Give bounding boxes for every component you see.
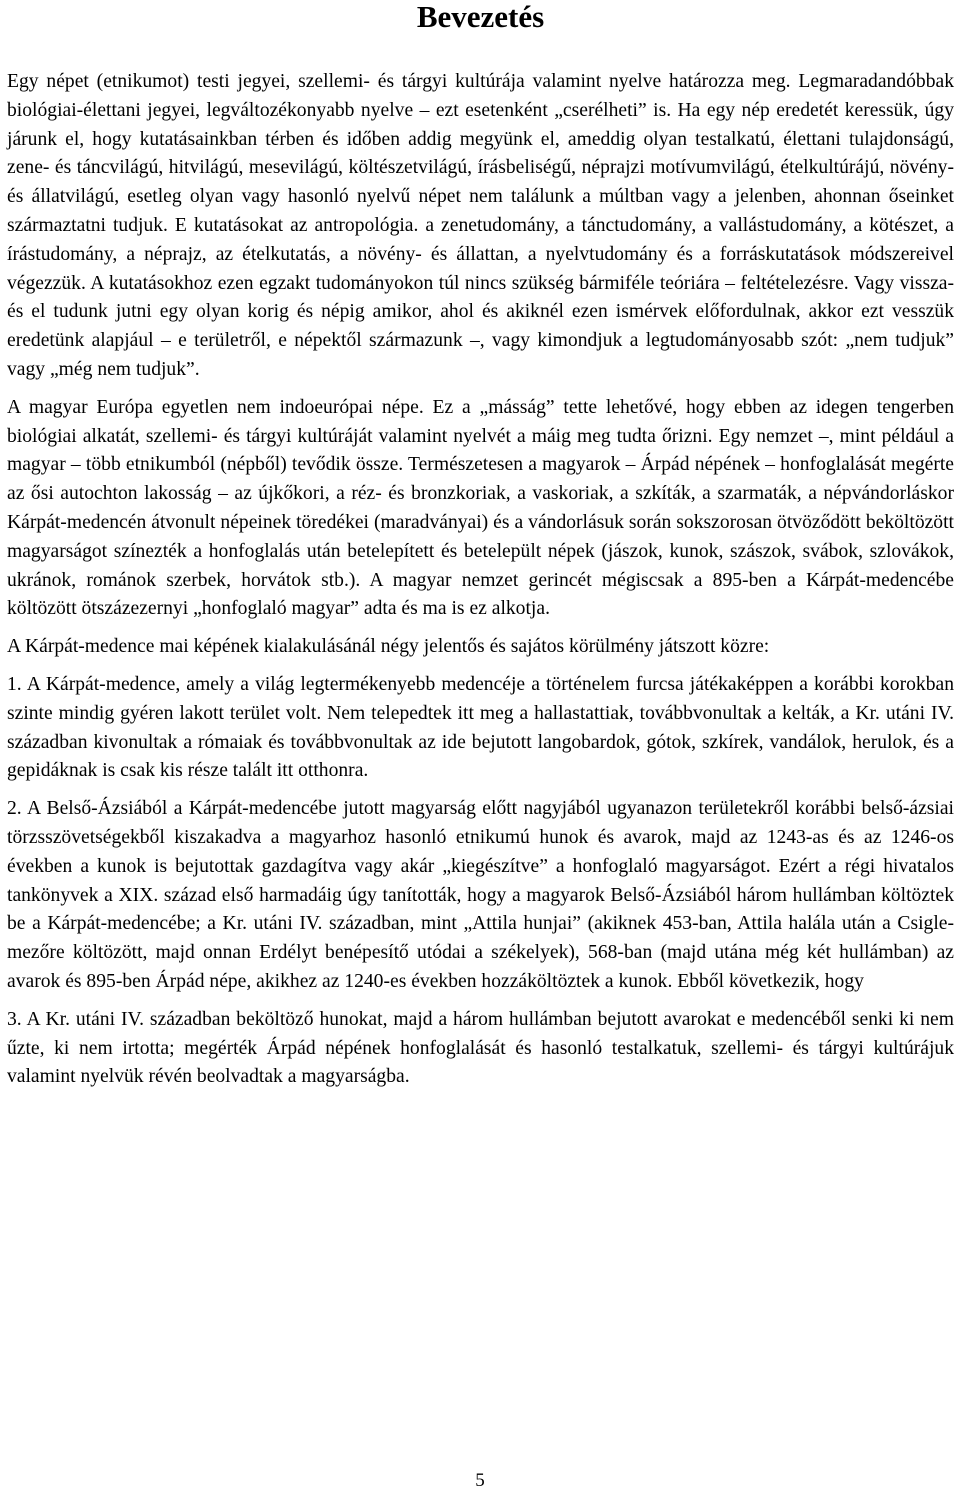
paragraph-four-circumstances: A Kárpát-medence mai képének kialakulásánál négy jelentős és sajátos körülmény játszott közre:: [7, 636, 770, 658]
paragraph-point-2: 2. A Belső-Ázsiából a Kárpát-medencébe jutott magyarság előtt nagyjából ugyanazon területekről korábbi belső-ázsiai törzsszövetségekből kiszakadva a magyarhoz hasonló etnikumú hunok és avarok, majd az 1243-as és az 1246-os években a kunok is bejutottak gazdagítva vagy akár „kiegészítve” a honfoglaló magyarságot. Ezért a régi hivatalos tankönyvek a XIX. század első harmadáig úgy tanították, hogy a magyarok Belső-Ázsiából három hullámban költöztek be a Kárpát-medencébe; a Kr. utáni IV. században, mint „Attila hunjai” (akiknek 453-ban, Attila halála után a Csigle-mezőre költözött, majd onnan Erdélyt benépesítő utódai a székelyek), 568-ban (majd utána még két hullámban) az avarok és 895-ben Árpád népe, akikhez az 1240-es években hozzáköltöztek a kunok. Ebből következik, hogy: [7, 798, 954, 992]
page-number: 5: [475, 1470, 485, 1491]
document-page: [7, 0, 954, 1092]
paragraph-hungarian-uniqueness: A magyar Európa egyetlen nem indoeurópai népe. Ez a „másság” tette lehetővé, hogy ebben az idegen tengerben biológiai alkatát, szellemi- és tárgyi kultúráját valamint nyelvét a máig meg tudta őrizni. Egy nemzet –, mint például a magyar – több etnikumból (népből) tevődik össze. Természetesen a magyarok – Árpád népének – honfoglalását megérte az ősi autochton lakosság – az újkőkori, a réz- és bronzkoriak, a vaskoriak, a szkíták, a szarmaták, a népvándorláskor Kárpát-medencén átvonult népeinek töredékei (maradványai) és a vándorlásuk során sokszorosan ötvöződött beköltözött magyarságot színezték a honfoglalás után betelepített és betelepült népek (jászok, kunok, szászok, svábok, szlovákok, ukránok, románok szerbek, horvátok stb.). A magyar nemzet gerincét mégiscsak a 895-ben a Kárpát-medencébe költözött ötszázezernyi „honfoglaló magyar” adta és ma is ez alkotja.: [7, 396, 954, 620]
page-title: Bevezetés: [416, 0, 545, 34]
paragraph-point-3: 3. A Kr. utáni IV. században beköltöző hunokat, majd a három hullámban bejutott avarokat e medencéből senki ki nem űzte, ki nem irtotta; megérték Árpád népének honfoglalását és hasonló testalkatuk, szellemi- és tárgyi kultúrájuk valamint nyelvük révén beolvadtak a magyarságba.: [7, 1008, 954, 1088]
paragraph-point-1: 1. A Kárpát-medence, amely a világ legtermékenyebb medencéje a történelem furcsa játékaképpen a korábbi korokban szinte mindig gyéren lakott terület volt. Nem telepedtek itt meg a hallastattiak, továbbvonultak a kelták, a Kr. utáni IV. században kivonultak a rómaiak és továbbvonultak az ide bejutott langobardok, gótok, szkírek, vandálok, herulok, és a gepidáknak is csak kis része talált itt otthonra.: [7, 673, 954, 782]
paragraph-intro: Egy népet (etnikumot) testi jegyei, szellemi- és tárgyi kultúrája valamint nyelve határozza meg. Legmaradandóbbak biológiai-élettani jegyei, legváltozékonyabb nyelve – ezt esetenként „cserélheti” is. Ha egy nép eredetét keressük, úgy járunk el, hogy kutatásainkban térben és időben addig megyünk el, ameddig olyan testalkatú, élettani tulajdonságú, zene- és táncvilágú, hitvilágú, mesevilágú, költészetvilágú, írásbeliségű, néprajzi motívumvilágú, ételkultúrájú, növény- és állatvilágú, esetleg olyan vagy hasonló nyelvű népet nem találunk a múltban vagy a jelenben, ahonnan őseinket származtatni tudjuk. E kutatásokat az antropológia. a zenetudomány, a tánctudomány, a vallástudomány, a kötészet, a írástudomány, a néprajz, az ételkutatás, a növény- és állattan, a nyelvtudomány és a forráskutatások módszereivel végezzük. A kutatásokhoz ezen egzakt tudományokon túl nincs szükség bármiféle teóriára – feltételezésre. Vagy vissza- és el tudunk jutni egy olyan korig és népig amikor, ahol és akiknél ezen ismérvek előfordulnak, akkor ezt vesszük eredetünk alapjául – e területről, e népektől származunk –, vagy kimondjuk a legtudományosabb szót: „nem tudjuk” vagy „még nem tudjuk”.: [7, 71, 954, 380]
